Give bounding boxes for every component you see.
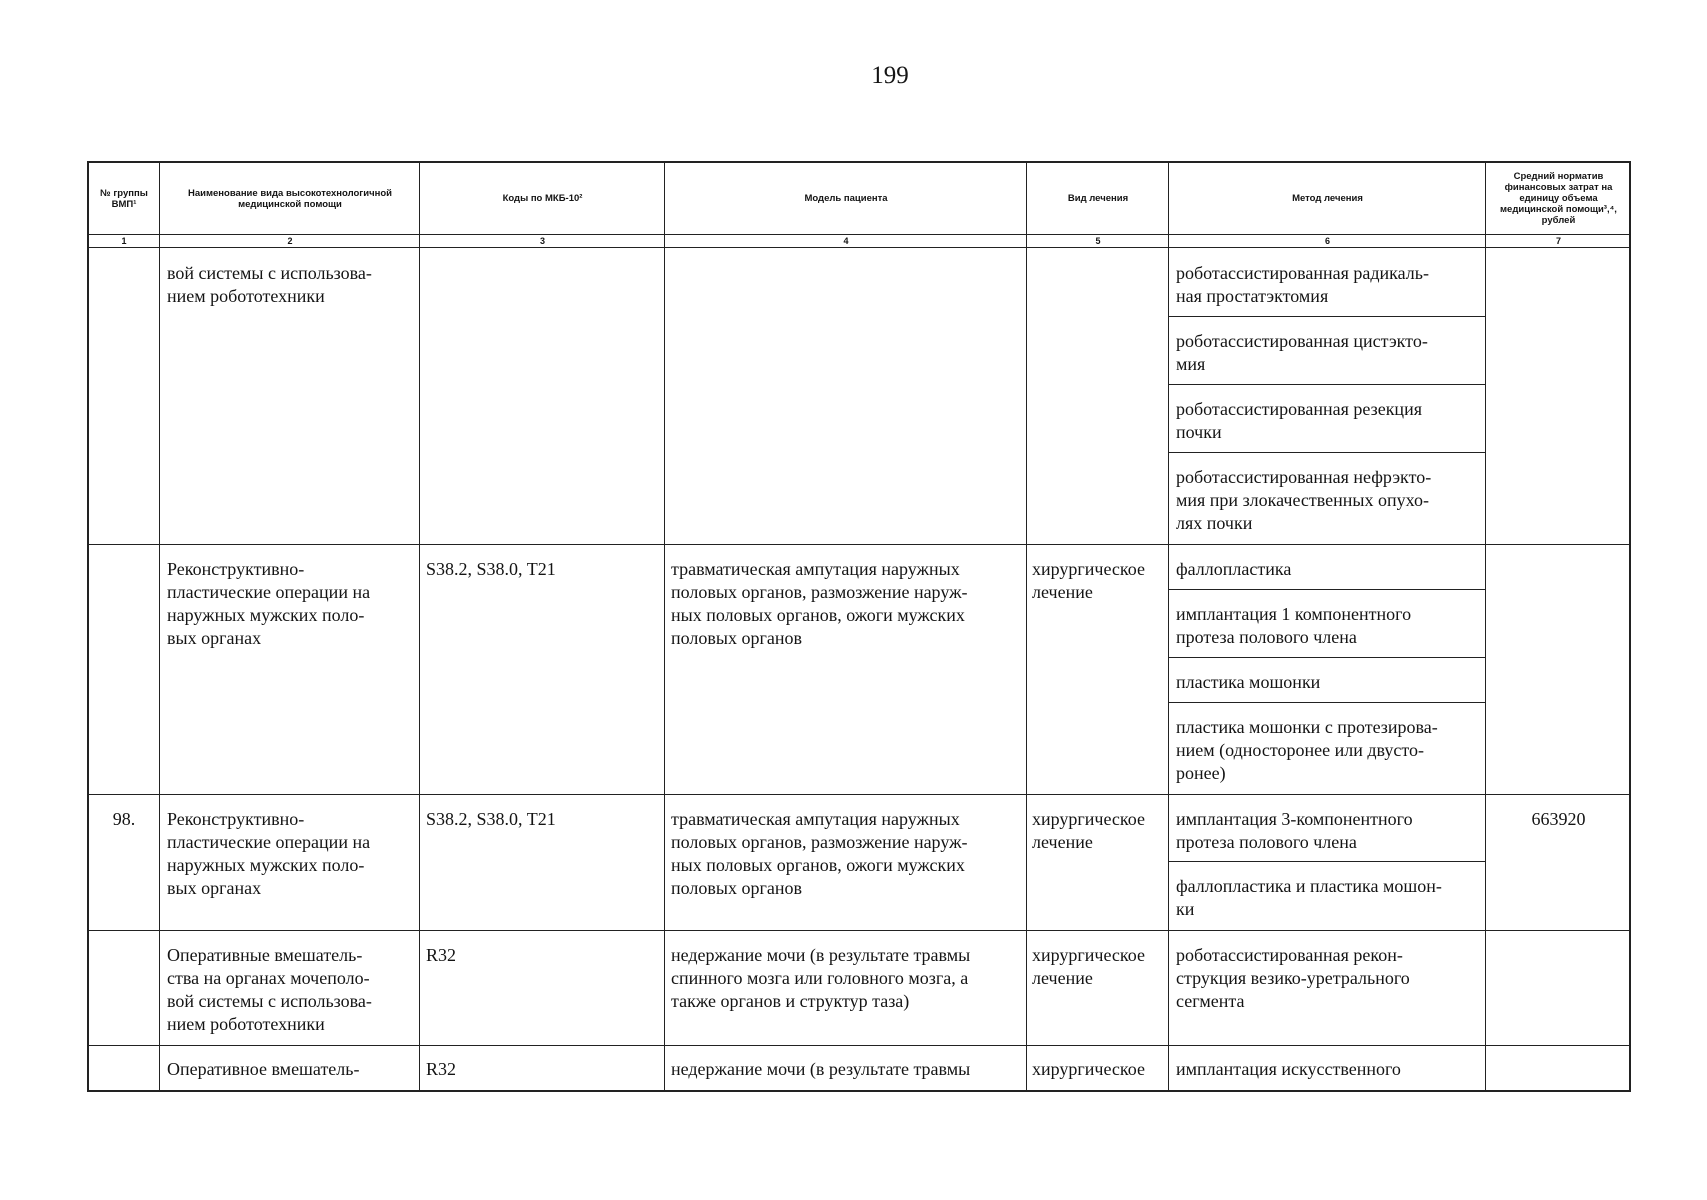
header-method: Метод лечения (1292, 193, 1363, 204)
method-divider (1168, 589, 1485, 590)
row2-method-1: фаллопластика (1176, 559, 1292, 579)
row2-method-2: имплантация 1 компонентного протеза полового члена (1176, 604, 1412, 647)
column-number: 5 (1095, 236, 1101, 246)
column-divider (159, 161, 160, 1092)
row-divider (87, 930, 1631, 931)
row1-method-1: роботассистированная радикаль- ная простатэктомия (1176, 263, 1429, 306)
row3-patient-model: травматическая ампутация наружных половых органов, размозжение наруж- ных половых органов, ожоги мужских половых органов (671, 809, 968, 898)
header-cost: Средний норматив финансовых затрат на единицу объема медицинской помощи³,⁴, рублей (1500, 171, 1617, 226)
row2-method-3: пластика мошонки (1176, 672, 1321, 692)
column-number: 2 (287, 236, 293, 246)
method-divider (1168, 316, 1485, 317)
column-divider (1026, 161, 1027, 1092)
row4-codes: R32 (426, 945, 457, 965)
row3-group-number: 98. (112, 809, 136, 829)
row5-codes: R32 (426, 1059, 457, 1079)
row3-name: Реконструктивно- пластические операции на наружных мужских поло- вых органах (167, 809, 371, 898)
column-divider (419, 161, 420, 1092)
row-divider (87, 544, 1631, 545)
column-number: 3 (539, 236, 545, 246)
row1-method-4: роботассистированная нефрэкто- мия при злокачественных опухо- лях почки (1176, 467, 1432, 533)
column-number: 6 (1324, 236, 1330, 246)
row-divider (87, 794, 1631, 795)
column-divider (1168, 161, 1169, 1092)
method-divider (1168, 861, 1485, 862)
row3-method-1: имплантация 3-компонентного протеза полового члена (1176, 809, 1413, 852)
row2-treatment: хирургическое лечение (1032, 559, 1145, 602)
column-number: 4 (843, 236, 849, 246)
row-divider (87, 247, 1631, 248)
row3-treatment: хирургическое лечение (1032, 809, 1145, 852)
row1-method-2: роботассистированная цистэкто- мия (1176, 331, 1428, 374)
header-group: № группы ВМП¹ (100, 187, 148, 210)
column-number: 7 (1555, 236, 1561, 246)
page-number: 199 (871, 62, 909, 89)
method-divider (1168, 702, 1485, 703)
row5-name: Оперативное вмешатель- (167, 1059, 360, 1079)
method-divider (1168, 657, 1485, 658)
row2-method-4: пластика мошонки с протезирова- нием (односторонее или двусто- ронее) (1176, 717, 1438, 783)
row4-method: роботассистированная рекон- струкция везико-уретрального сегмента (1176, 945, 1410, 1011)
row3-codes: S38.2, S38.0, T21 (426, 809, 556, 829)
row2-name: Реконструктивно- пластические операции на наружных мужских поло- вых органах (167, 559, 371, 648)
row4-name: Оперативные вмешатель- ства на органах мочеполо- вой системы с использова- нием робототехники (167, 945, 372, 1034)
method-divider (1168, 384, 1485, 385)
row4-treatment: хирургическое лечение (1032, 945, 1145, 988)
header-patient-model: Модель пациента (804, 193, 888, 204)
row3-cost: 663920 (1531, 809, 1586, 829)
column-divider (664, 161, 665, 1092)
row5-method: имплантация искусственного (1176, 1059, 1401, 1079)
row3-method-2: фаллопластика и пластика мошон- ки (1176, 876, 1442, 919)
row5-treatment: хирургическое (1032, 1059, 1145, 1079)
row1-method-3: роботассистированная резекция почки (1176, 399, 1422, 442)
row4-patient-model: недержание мочи (в результате травмы спинного мозга или головного мозга, а также органов и структур таза) (671, 945, 971, 1011)
row5-patient-model: недержание мочи (в результате травмы (671, 1059, 971, 1079)
header-treatment-type: Вид лечения (1067, 193, 1129, 204)
method-divider (1168, 452, 1485, 453)
row-divider (87, 1045, 1631, 1046)
column-divider (1485, 161, 1486, 1092)
row2-patient-model: травматическая ампутация наружных половых органов, размозжение наруж- ных половых органов, ожоги мужских половых органов (671, 559, 968, 648)
row2-codes: S38.2, S38.0, T21 (426, 559, 556, 579)
header-codes: Коды по МКБ-10² (502, 193, 583, 204)
column-number: 1 (121, 236, 127, 246)
header-name: Наименование вида высокотехнологичной медицинской помощи (187, 187, 392, 210)
row1-name: вой системы с использова- нием робототехники (167, 263, 372, 306)
